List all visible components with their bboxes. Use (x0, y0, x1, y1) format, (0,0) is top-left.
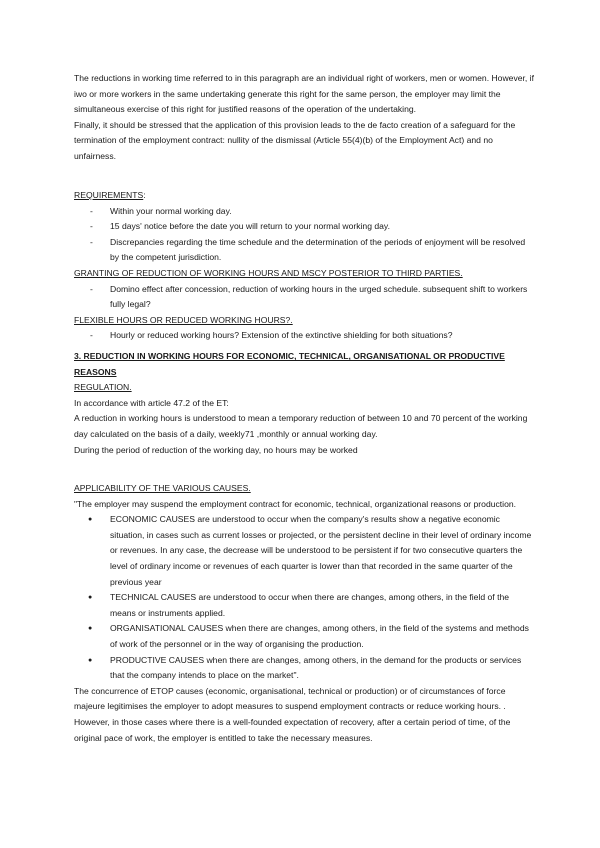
requirements-heading (74, 188, 534, 204)
flexible-list (74, 328, 534, 344)
granting-list (74, 282, 534, 313)
requirements-section (74, 188, 534, 344)
causes-item: ● ECONOMIC CAUSES are understood to occur when the company's results show a negative economic situation, in cases such as current losses or projected, or the persistent decline in their level of ordinary income or revenues. In any case, the decrease will be understood to be persistent if for two consecutive quarters the level of ordinary income or revenues of each quarter is lower than that recorded in the same quarter of the previous year (74, 512, 534, 590)
causes-intro: "The employer may suspend the employment contract for economic, technical, organizational reasons or production. (74, 498, 517, 509)
flexible-item: - Hourly or reduced working hours? Extension of the extinctive shielding for both situations? (74, 328, 534, 344)
causes-section (74, 481, 534, 746)
granting-heading: GRANTING OF REDUCTION OF WORKING HOURS AND MSCY POSTERIOR TO THIRD PARTIES. (74, 267, 463, 278)
causes-item: ● PRODUCTIVE CAUSES when there are changes, among others, in the demand for the products or services that the company intends to place on the market". (74, 653, 534, 684)
requirements-list (74, 204, 534, 266)
section3 (74, 349, 534, 458)
causes-closing: The concurrence of ETOP causes (economic, organisational, technical or production) or of circumstances of force majeure legitimises the employer to adopt measures to suspend employment contracts or reduce working hours. . However, in those cases where there is a well-founded expectation of recovery, after a certain period of time, of the original pace of work, the employer is entitled to take the necessary measures. (74, 685, 511, 743)
intro-paragraph-2: Finally, it should be stressed that the application of this provision leads to the de facto creation of a safeguard for the termination of the employment contract: nullity of the dismissal (Article 55(4)(b) of the Employment Act) and no unfairness. (74, 119, 516, 161)
causes-item: ● TECHNICAL CAUSES are understood to occur when there are changes, among others, in the field of the means or instruments applied. (74, 590, 534, 621)
intro-paragraph-1: The reductions in working time referred to in this paragraph are an individual right of workers, men or women. However, if iwo or more workers in the same undertaking generate this right for the same person, the employer may limit the simultaneous exercise of this right for justified reasons of the operation of the undertaking. (74, 73, 534, 115)
causes-heading: APPLICABILITY OF THE VARIOUS CAUSES. (74, 483, 251, 493)
requirements-item: - Within your normal working day. (74, 204, 534, 220)
granting-item: - Domino effect after concession, reduction of working hours in the urged schedule. subsequent shift to workers fully legal? (74, 282, 534, 313)
requirements-heading-colon: : (143, 190, 146, 200)
regulation-paragraph-1: In accordance with article 47.2 of the ET: (74, 397, 229, 408)
regulation-paragraph-3: During the period of reduction of the working day, no hours may be worked (74, 444, 358, 455)
flexible-heading: FLEXIBLE HOURS OR REDUCED WORKING HOURS?. (74, 314, 293, 325)
requirements-item: - Discrepancies regarding the time schedule and the determination of the periods of enjoyment will be resolved by the competent jurisdiction. (74, 235, 534, 266)
requirements-heading-text: REQUIREMENTS (74, 190, 144, 200)
causes-item: ● ORGANISATIONAL CAUSES when there are changes, among others, in the field of the systems and methods of work of the personnel or in the way of organising the production. (74, 621, 534, 652)
section3-title: 3. REDUCTION IN WORKING HOURS FOR ECONOMIC, TECHNICAL, ORGANISATIONAL OR PRODUCTIVE REASONS (74, 351, 505, 377)
requirements-item: - 15 days' notice before the date you will return to your normal working day. (74, 219, 534, 235)
regulation-heading: REGULATION. (74, 382, 132, 393)
intro-section (74, 71, 534, 165)
regulation-paragraph-2: A reduction in working hours is understood to mean a temporary reduction of between 10 and 70 percent of the working day calculated on the basis of a daily, weekly71 ,monthly or annual working day. (74, 413, 528, 439)
causes-list (74, 512, 534, 684)
